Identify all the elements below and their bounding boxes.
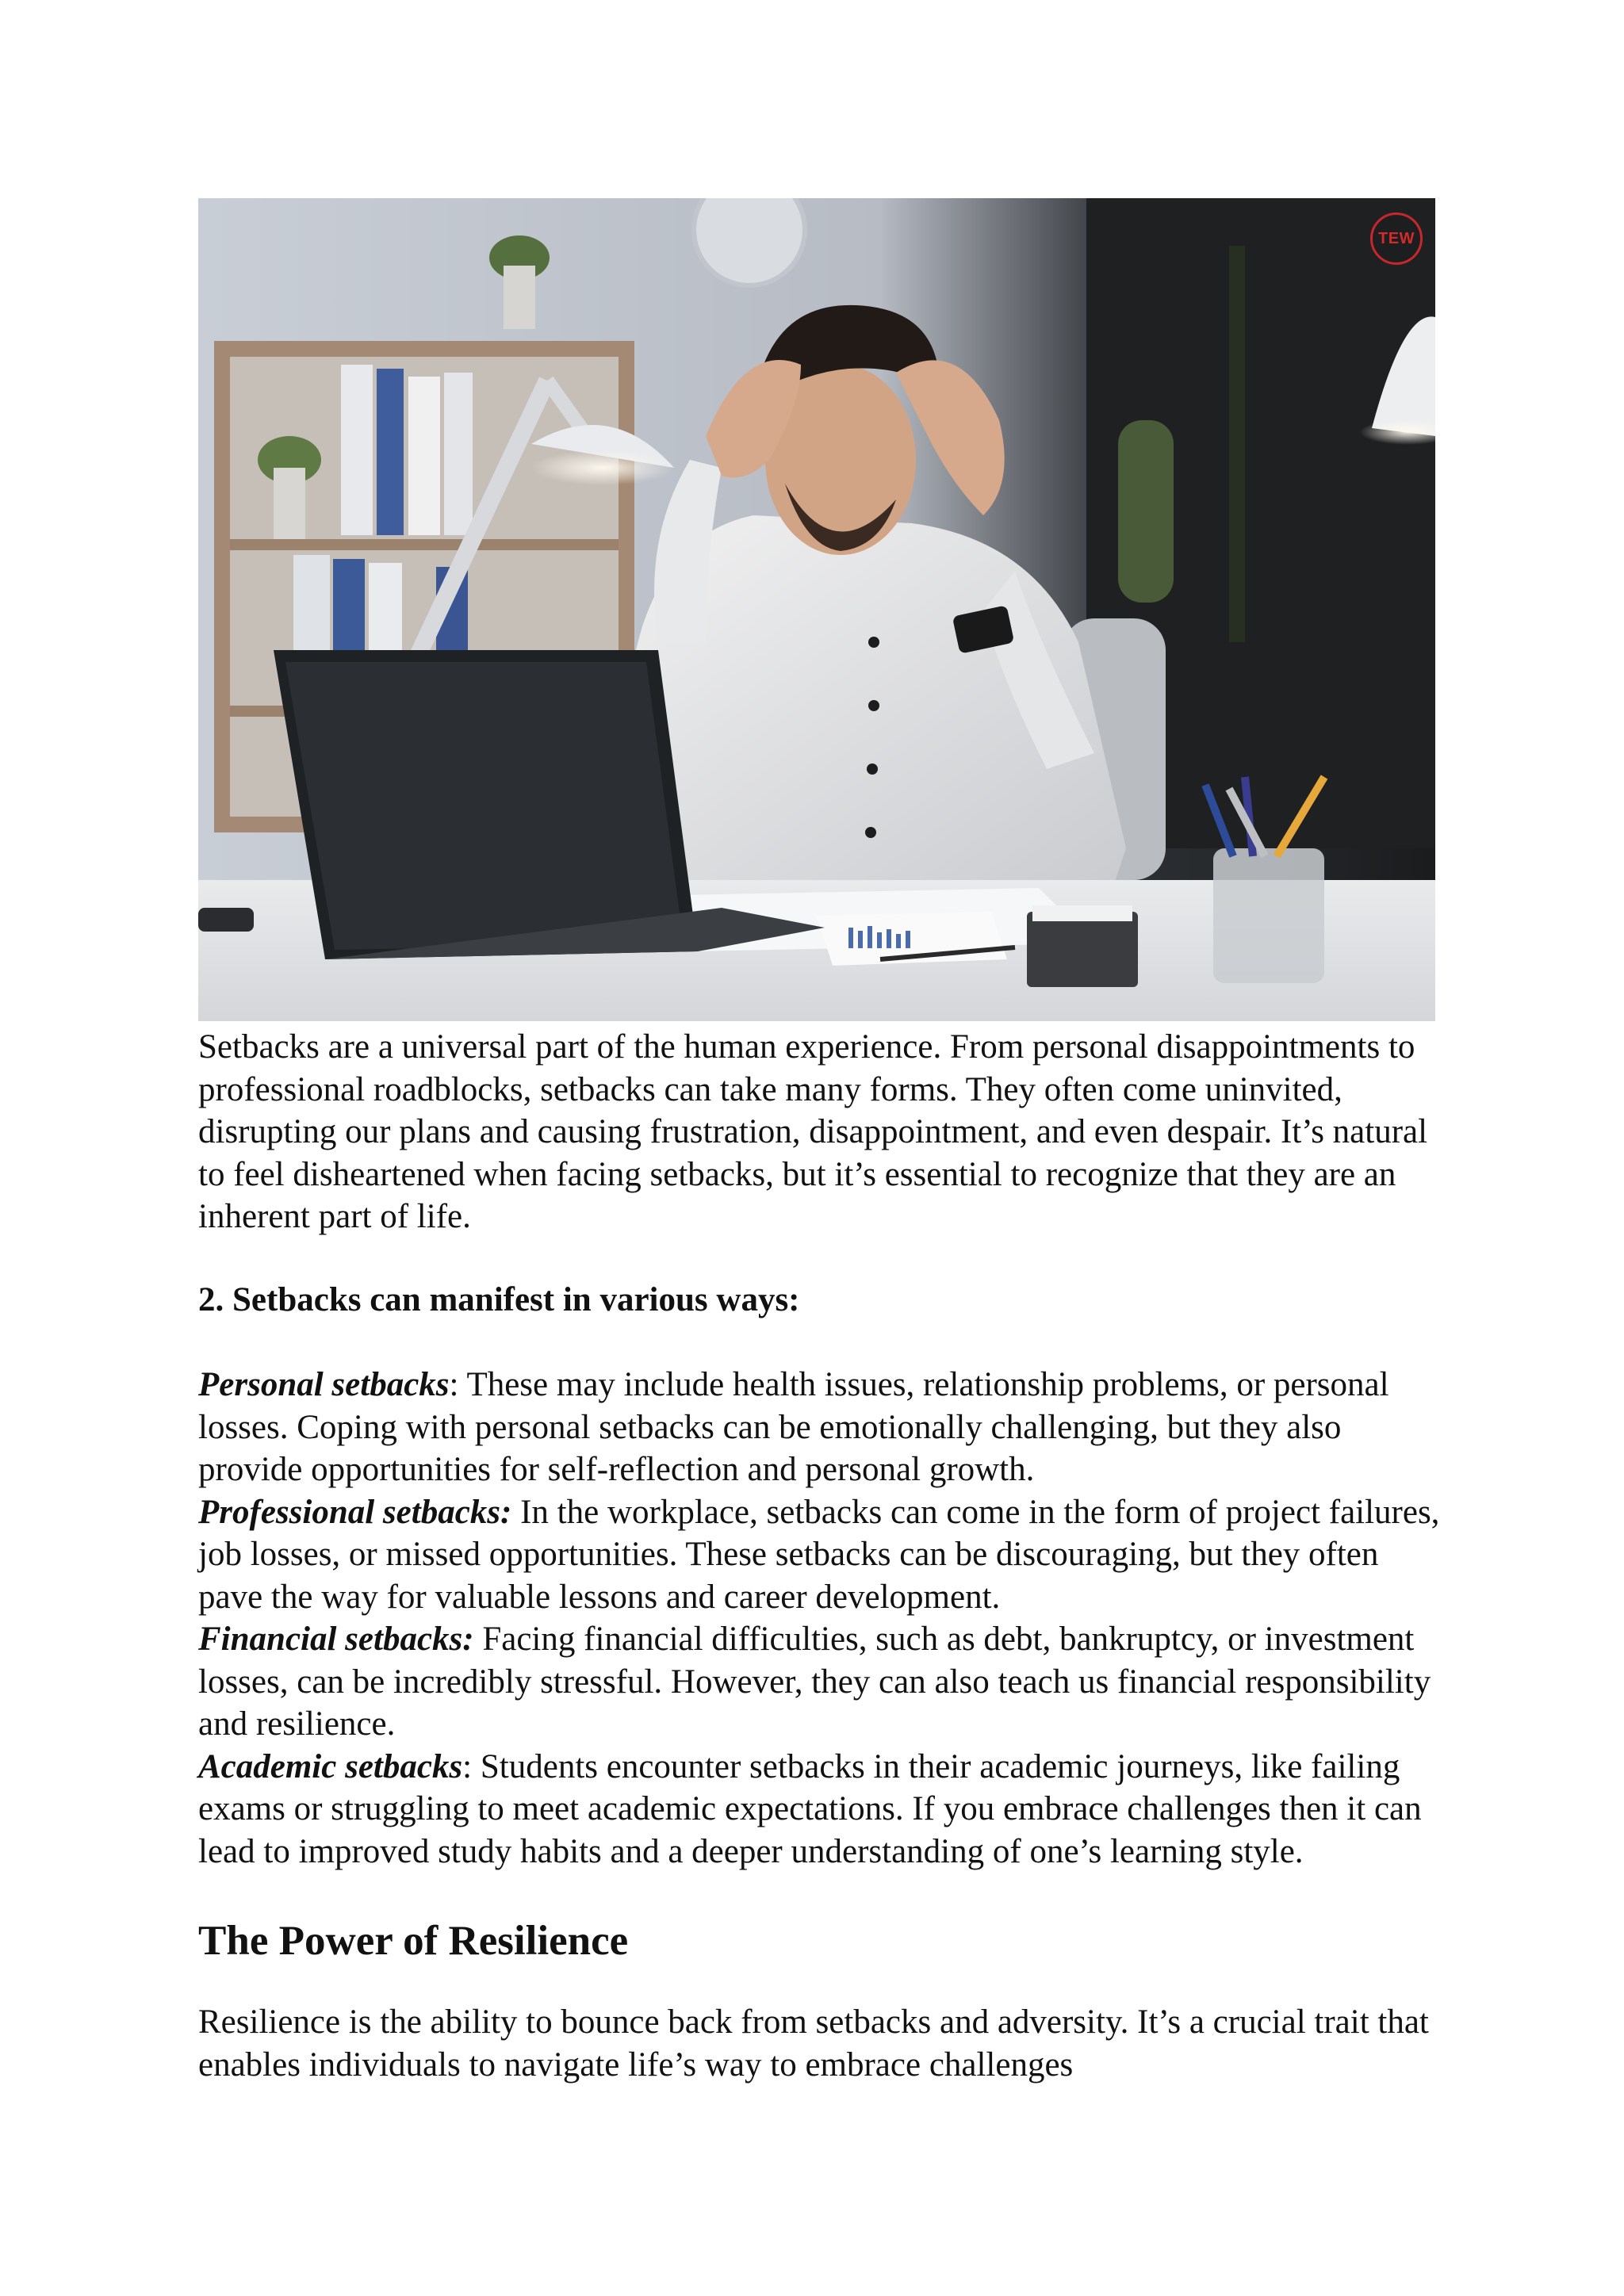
item-text: These may include health issues, relationship problems, or personal losses. Coping with personal setbacks can be emotionally challenging, but they also provide opportunities for self-reflection and personal growth. [198, 1366, 1389, 1488]
setback-categories [198, 1364, 1443, 1873]
item-separator: : [462, 1747, 481, 1785]
list-item [198, 1618, 1443, 1746]
resilience-paragraph: Resilience is the ability to bounce back from setbacks and adversity. It’s a crucial trait that enables individuals to navigate life’s way to embrace challenges [198, 2003, 1429, 2084]
item-separator: : [449, 1366, 467, 1403]
item-label: Academic setbacks [198, 1747, 463, 1785]
section-heading-setbacks: 2. Setbacks can manifest in various ways: [198, 1281, 800, 1318]
item-text: Facing financial difficulties, such as debt, bankruptcy, or investment losses, can be incredibly stressful. However, they can also teach us financial responsibility and resilience. [198, 1621, 1431, 1743]
item-label: Personal setbacks [198, 1366, 450, 1403]
list-item [198, 1491, 1443, 1619]
tew-logo: TEW [1370, 212, 1423, 265]
office-scene-illustration [198, 198, 1435, 1021]
intro-paragraph: Setbacks are a universal part of the human experience. From personal disappointments to professional roadblocks, setbacks can take many forms. They often come uninvited, disrupting our plans and causing frustration, disappointment, and even despair. It’s natural to feel disheartened when facing setbacks, but it’s essential to recognize that they are an inherent part of life. [198, 1028, 1428, 1235]
list-item [198, 1746, 1443, 1873]
section-heading-resilience: The Power of Resilience [198, 1918, 629, 1964]
item-text: In the workplace, setbacks can come in the form of project failures, job losses, or missed opportunities. These setbacks can be discouraging, but they often pave the way for valuable lessons and career development. [198, 1493, 1440, 1616]
hero-photo [198, 198, 1435, 1021]
item-separator [511, 1494, 520, 1531]
item-text: Students encounter setbacks in their academic journeys, like failing exams or struggling to meet academic expectations. If you embrace challenges then it can lead to improved study habits and a deeper understanding of one’s learning style. [198, 1747, 1422, 1870]
item-label: Financial setbacks: [198, 1621, 474, 1658]
item-label: Professional setbacks: [198, 1493, 512, 1531]
list-item [198, 1364, 1443, 1491]
item-separator [474, 1621, 483, 1658]
